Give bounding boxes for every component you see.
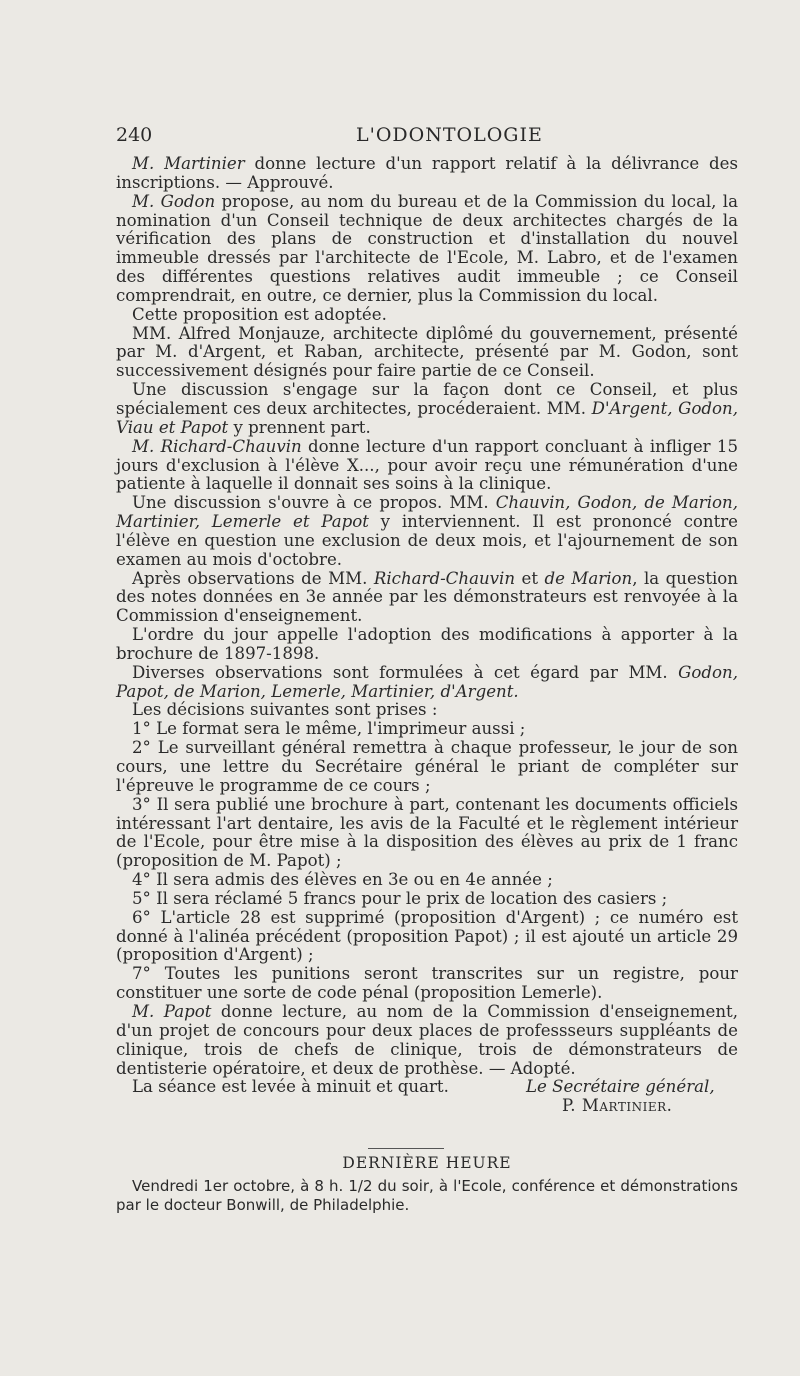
list-item: 6° L'article 28 est supprimé (proposition d'Argent) ; ce numéro est donné à l'alinéa précédent (proposition Papot) ; il est ajouté un article 29 (proposition d'Argent) ;	[116, 907, 738, 965]
paragraph: Diverses observations sont formulées à cet égard par MM. Godon, Papot, de Marion, Lemerle, Martinier, d'Argent.	[116, 662, 738, 701]
list-item: 3° Il sera publié une brochure à part, contenant les documents officiels intéressant l'art dentaire, les avis de la Faculté et le règlement intérieur de l'Ecole, pour être mise à la disposition des élèves au prix de 1 franc (proposition de M. Papot) ;	[116, 794, 738, 871]
list-item: 4° Il sera admis des élèves en 3e ou en 4e année ;	[132, 870, 553, 890]
list-item: 5° Il sera réclamé 5 francs pour le prix de location des casiers ;	[132, 888, 668, 908]
page-header	[116, 124, 738, 148]
closing	[116, 1078, 738, 1114]
section-title: DERNIÈRE HEURE	[342, 1154, 512, 1172]
paragraph: Après observations de MM. Richard-Chauvin et de Marion, la question des notes données en 3e année par les démonstrateurs est renvoyée à la Commission d'enseignement.	[116, 568, 738, 626]
page-number: 240	[116, 124, 153, 146]
signature-name: P. Martinier.	[562, 1096, 673, 1116]
paragraph: M. Martinier donne lecture d'un rapport relatif à la délivrance des inscriptions. — Approuvé.	[116, 154, 738, 192]
paragraph: Vendredi 1er octobre, à 8 h. 1/2 du soir, à l'Ecole, conférence et démonstrations par le docteur Bonwill, de Philadelphie.	[116, 1177, 738, 1214]
paragraph: M. Godon propose, au nom du bureau et de la Commission du local, la nomination d'un Conseil technique de deux architectes chargés de la vérification des plans de construction et d'installation du nouvel immeuble dressés par l'architecte de l'Ecole, M. Labro, et de l'examen des différentes questions relatives audit immeuble ; ce Conseil comprendrait, en outre, ce dernier, plus la Commission du local.	[116, 191, 738, 305]
paragraph: L'ordre du jour appelle l'adoption des modifications à apporter à la brochure de 1897-1898.	[116, 625, 738, 663]
list-item: 2° Le surveillant général remettra à chaque professeur, le jour de son cours, une lettre du Secrétaire général le priant de compléter sur l'épreuve le programme de ce cours ;	[116, 738, 738, 795]
body-text	[116, 155, 738, 1114]
running-head: L'ODONTOLOGIE	[356, 124, 543, 146]
paragraph: M. Papot donne lecture, au nom de la Commission d'enseignement, d'un projet de concours pour deux places de professseurs suppléants de clinique, trois de chefs de clinique, trois de démonstrateurs de dentisterie opératoire, et deux de prothèse. — Adopté.	[116, 1001, 738, 1078]
closing-text: La séance est levée à minuit et quart.	[132, 1077, 449, 1097]
list-item: 7° Toutes les punitions seront transcrites sur un registre, pour constituer une sorte de code pénal (proposition Lemerle).	[116, 964, 738, 1003]
signature-title: Le Secrétaire général,	[526, 1077, 715, 1097]
paragraph: Une discussion s'ouvre à ce propos. MM. Chauvin, Godon, de Marion, Martinier, Lemerle et Papot y interviennent. Il est prononcé contre l'élève en question une exclusion de deux mois, et l'ajournement de son examen au mois d'octobre.	[116, 493, 738, 569]
section-divider	[368, 1148, 444, 1149]
paragraph: Une discussion s'engage sur la façon dont ce Conseil, et plus spécialement ces deux architectes, procéderaient. MM. D'Argent, Godon, Viau et Papot y prennent part.	[116, 380, 739, 437]
paragraph: Les décisions suivantes sont prises :	[132, 700, 438, 720]
list-item: 1° Le format sera le même, l'imprimeur aussi ;	[132, 719, 526, 739]
paragraph: Cette proposition est adoptée.	[132, 304, 387, 324]
paragraph: MM. Alfred Monjauze, architecte diplômé du gouvernement, présenté par M. d'Argent, et Raban, architecte, présenté par M. Godon, sont successivement désignés pour faire partie de ce Conseil.	[116, 323, 738, 381]
section-body	[116, 1177, 738, 1214]
paragraph: M. Richard-Chauvin donne lecture d'un rapport concluant à infliger 15 jours d'exclusion à l'élève X..., pour avoir reçu une rémunération d'une patiente à laquelle il donnait ses soins à la clinique.	[116, 436, 738, 494]
